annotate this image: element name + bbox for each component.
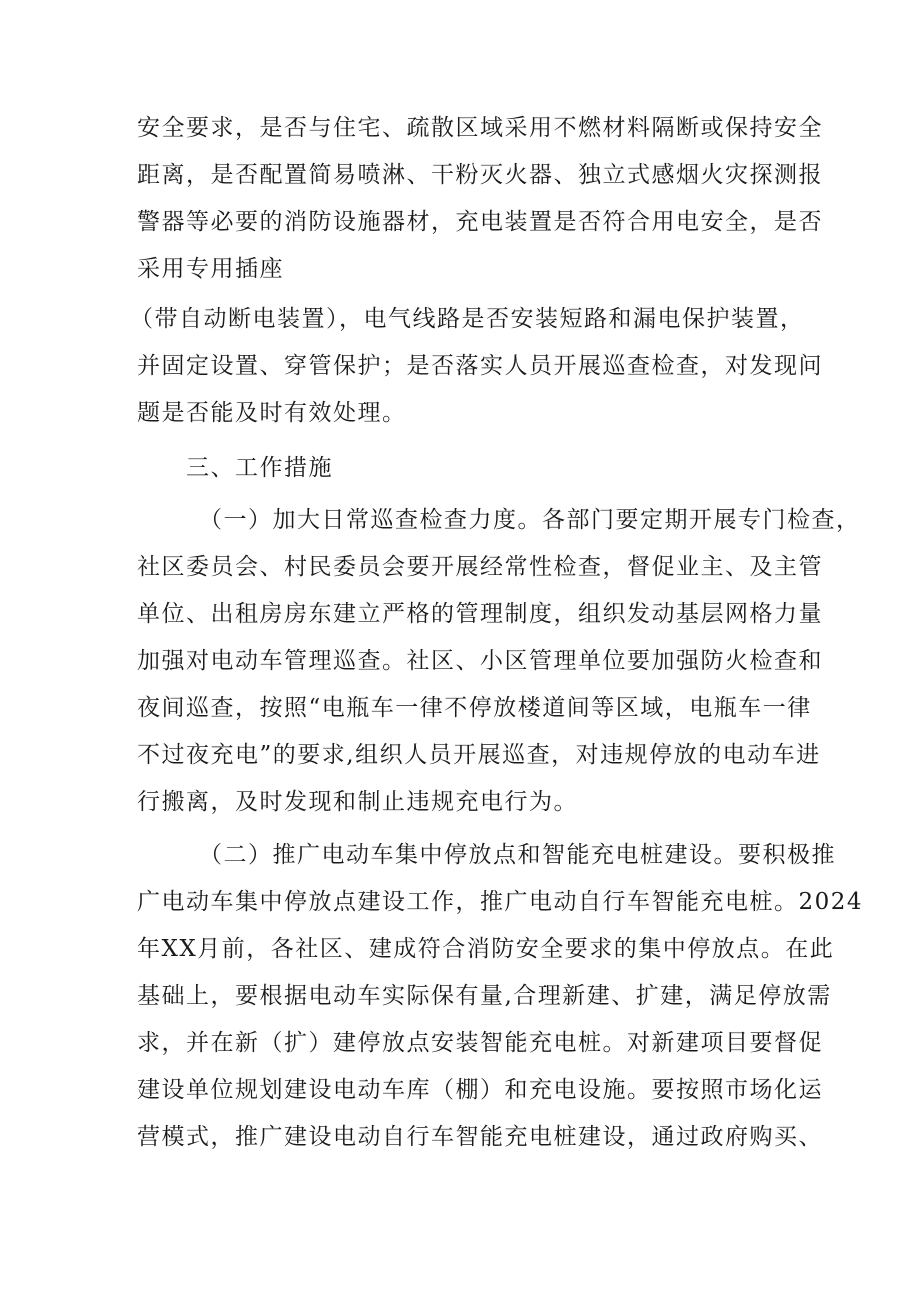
text-line: 夜间巡查，按照“电瓶车一律不停放楼道间等区域，电瓶车一律 <box>137 695 812 721</box>
text-line: （一）加大日常巡查检查力度。各部门要定期开展专门检查， <box>199 507 861 533</box>
text-line: 建设单位规划建设电动车库（棚）和充电设施。要按照市场化运 <box>137 1077 823 1103</box>
text-line: 距离，是否配置简易喷淋、干粉灭火器、独立式感烟火灾探测报 <box>137 162 823 188</box>
text-line: 单位、出租房房东建立严格的管理制度，组织发动基层网格力量 <box>137 601 823 627</box>
paragraph-charging-stations <box>137 832 864 1161</box>
text-line: 警器等必要的消防设施器材，充电装置是否符合用电安全，是否 <box>137 209 823 235</box>
text-line: 行搬离，及时发现和制止违规充电行为。 <box>137 789 578 815</box>
text-line: 广电动车集中停放点建设工作，推广电动自行车智能充电桩。2024 <box>137 889 864 915</box>
text-line: 并固定设置、穿管保护；是否落实人员开展巡查检查，对发现问 <box>137 353 823 379</box>
text-line: 基础上，要根据电动车实际保有量,合理新建、扩建，满足停放需 <box>137 983 832 1009</box>
text-line: 求，并在新（扩）建停放点安装智能充电桩。对新建项目要督促 <box>137 1030 823 1056</box>
text-line: 安全要求，是否与住宅、疏散区域采用不燃材料隔断或保持安全 <box>137 115 823 141</box>
text-line: 不过夜充电”的要求,组织人员开展巡查，对违规停放的电动车进 <box>137 742 821 768</box>
text-line: 营模式，推广建设电动自行车智能充电桩建设，通过政府购买、 <box>137 1124 823 1150</box>
text-line: 采用专用插座 <box>137 256 284 282</box>
text-line: 社区委员会、村民委员会要开展经常性检查，督促业主、及主管 <box>137 554 823 580</box>
paragraph-electrical-protection <box>130 296 823 437</box>
text-line: （带自动断电装置），电气线路是否安装短路和漏电保护装置， <box>130 306 805 332</box>
text-line: 年XX月前，各社区、建成符合消防安全要求的集中停放点。在此 <box>137 936 835 962</box>
text-line: （二）推广电动车集中停放点和智能充电桩建设。要积极推 <box>199 842 836 868</box>
text-line: 加强对电动车管理巡查。社区、小区管理单位要加强防火检查和 <box>137 648 823 674</box>
paragraph-daily-inspection <box>137 497 861 826</box>
text-line: 题是否能及时有效处理。 <box>137 400 407 426</box>
section-heading: 三、工作措施 <box>186 455 333 481</box>
paragraph-safety-requirements <box>137 105 823 293</box>
